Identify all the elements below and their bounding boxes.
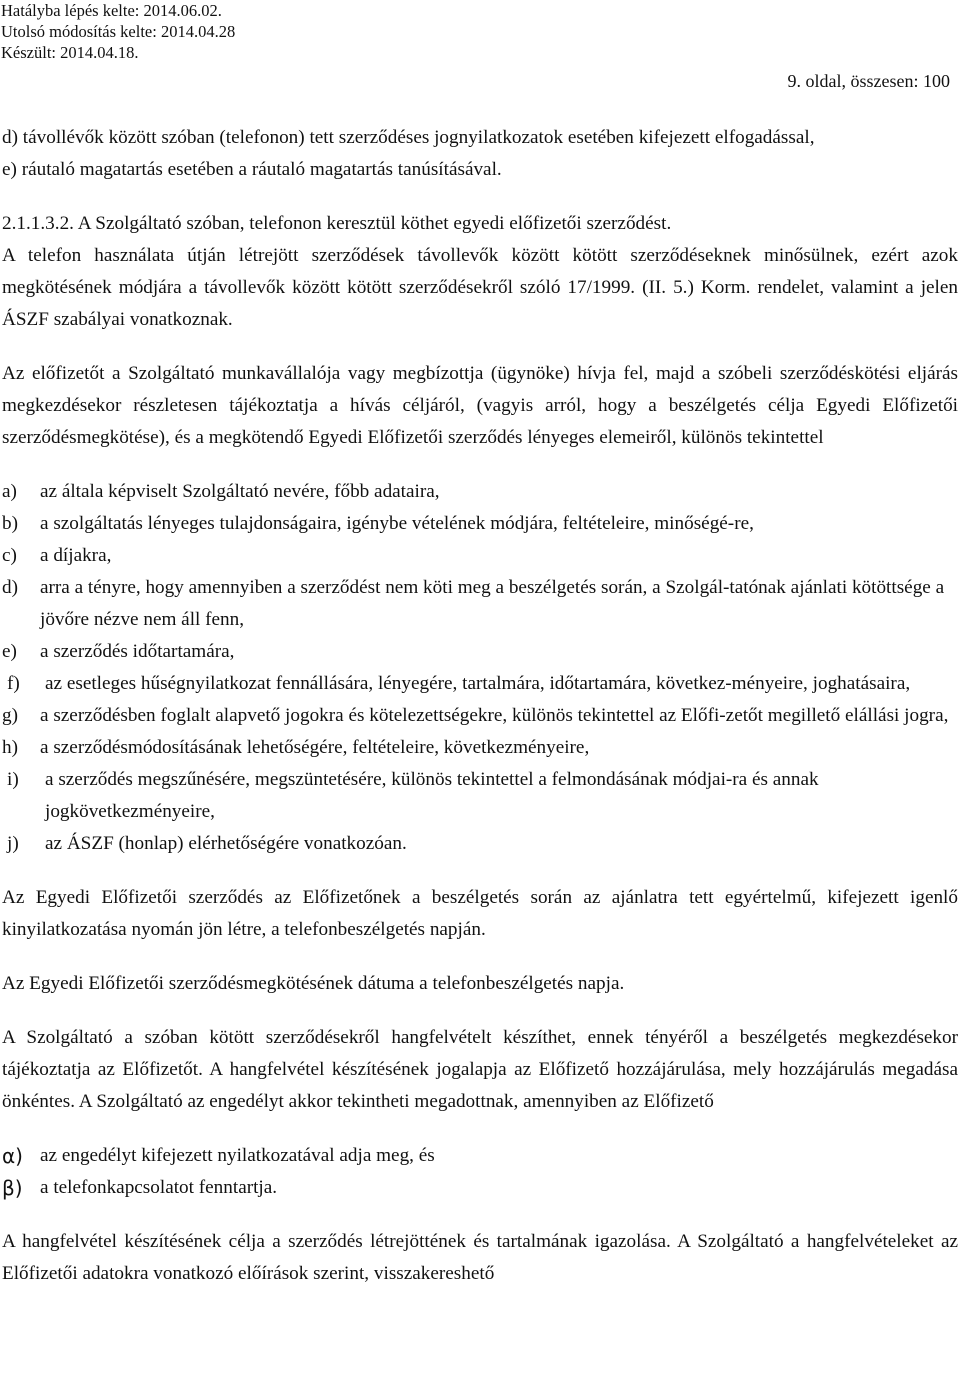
list-text: arra a tényre, hogy amennyiben a szerződést nem köti meg a beszélgetés során, a Szolgál-tatónak ajánlati kötöttsége a jövőre nézve nem áll fenn, [40, 577, 945, 630]
list-label: j) [7, 833, 19, 854]
list-label: α) [2, 1144, 23, 1168]
paragraph-recording-purpose: A hangfelvétel készítésének célja a szerződés létrejöttének és tartalmának igazolása. A Szolgáltató a hangfelvételeket az Előfizetői adatokra vonatkozó előírások szerint, visszakereshető [2, 1231, 958, 1284]
list-item [2, 540, 958, 572]
list-text: a szolgáltatás lényeges tulajdonságaira, igénybe vételének módjára, feltételeire, minőségé-re, [40, 513, 754, 534]
list-label: a) [2, 481, 17, 502]
list-text: az általa képviselt Szolgáltató nevére, főbb adataira, [40, 481, 440, 502]
paragraph-e: e) ráutaló magatartás esetében a ráutaló magatartás tanúsításával. [2, 159, 502, 180]
list-label: i) [7, 769, 19, 790]
list-item [2, 668, 958, 700]
paragraph-contract-formation: Az Egyedi Előfizetői szerződés az Előfizetőnek a beszélgetés során az ajánlatra tett egyértelmű, kifejezett igenlő kinyilatkozatása nyomán jön létre, a telefonbeszélgetés napján. [2, 887, 958, 940]
effective-date: Hatályba lépés kelte: 2014.06.02. [1, 1, 222, 20]
list-label: c) [2, 545, 17, 566]
list-item [2, 828, 958, 860]
list-text: a díjakra, [40, 545, 112, 566]
list-item [2, 476, 958, 508]
list-text: az engedélyt kifejezett nyilatkozatával adja meg, és [40, 1145, 435, 1166]
list-label: d) [2, 577, 18, 598]
list-label: β) [2, 1176, 23, 1200]
list-item [2, 636, 958, 668]
list-item [2, 572, 958, 636]
document-body [2, 122, 958, 1290]
list-label: h) [2, 737, 18, 758]
list-text: a szerződésben foglalt alapvető jogokra és kötelezettségekre, különös tekintettel az Előfi-zetőt megillető elállási jogra, [40, 705, 949, 726]
page-number: 9. oldal, összesen: 100 [787, 71, 950, 91]
paragraph-recording: A Szolgáltató a szóban kötött szerződésekről hangfelvételt készíthet, ennek tényéről a beszélgetés megkezdésekor tájékoztatja az Előfizetőt. A hangfelvétel készítésének jogalapja az Előfizető hozzájárulása, mely hozzájárulás megadása önkéntes. A Szolgáltató az engedélyt akkor tekintheti megadottnak, amennyiben az Előfizető [2, 1027, 958, 1112]
list-item [2, 764, 958, 828]
consent-list [2, 1140, 958, 1204]
info-list [2, 476, 958, 860]
list-text: az esetleges hűségnyilatkozat fennállására, lényegére, tartalmára, időtartamára, következ-ményeire, joghatásaira, [45, 673, 911, 694]
list-item [2, 700, 958, 732]
paragraph-d: d) távollévők között szóban (telefonon) tett szerződéses jognyilatkozatok esetében kifejezett elfogadással, [2, 127, 815, 148]
list-label: e) [2, 641, 17, 662]
list-label: b) [2, 513, 18, 534]
list-text: a szerződés megszűnésére, megszüntetésére, különös tekintettel a felmondásának módjai-ra és annak jogkövetkezményeire, [45, 769, 819, 822]
list-text: az ÁSZF (honlap) elérhetőségére vonatkozóan. [45, 833, 407, 854]
last-modified-date: Utolsó módosítás kelte: 2014.04.28 [1, 22, 236, 41]
list-text: a szerződés időtartamára, [40, 641, 235, 662]
section-heading: 2.1.1.3.2. A Szolgáltató szóban, telefonon keresztül köthet egyedi előfizetői szerződést. [2, 213, 672, 234]
paragraph-contract-date: Az Egyedi Előfizetői szerződésmegkötésének dátuma a telefonbeszélgetés napja. [2, 973, 625, 994]
list-item [2, 732, 958, 764]
list-item [2, 1140, 958, 1172]
list-label: f) [7, 673, 20, 694]
created-date: Készült: 2014.04.18. [1, 43, 139, 62]
list-text: a telefonkapcsolatot fenntartja. [40, 1177, 278, 1198]
paragraph-elofizeto: Az előfizetőt a Szolgáltató munkavállalója vagy megbízottja (ügynöke) hívja fel, majd a szóbeli szerződéskötési eljárás megkezdésekor részletesen tájékoztatja a hívás céljáról, (vagyis arról, hogy a beszélgetés célja Egyedi Előfizetői szerződésmegkötése), és a megkötendő Egyedi Előfizetői szerződés lényeges elemeiről, különös tekintettel [2, 363, 958, 448]
list-item [2, 1172, 958, 1204]
document-header-meta [1, 0, 235, 63]
list-text: a szerződésmódosításának lehetőségére, feltételeire, következményeire, [40, 737, 590, 758]
list-label: g) [2, 705, 18, 726]
paragraph-telefon: A telefon használata útján létrejött szerződések távollevők között kötött szerződéseknek minősülnek, ezért azok megkötésének módjára a távollevők között kötött szerződésekről szóló 17/1999. (II. 5.) Korm. rendelet, valamint a jelen ÁSZF szabályai vonatkoznak. [2, 245, 958, 330]
list-item [2, 508, 958, 540]
